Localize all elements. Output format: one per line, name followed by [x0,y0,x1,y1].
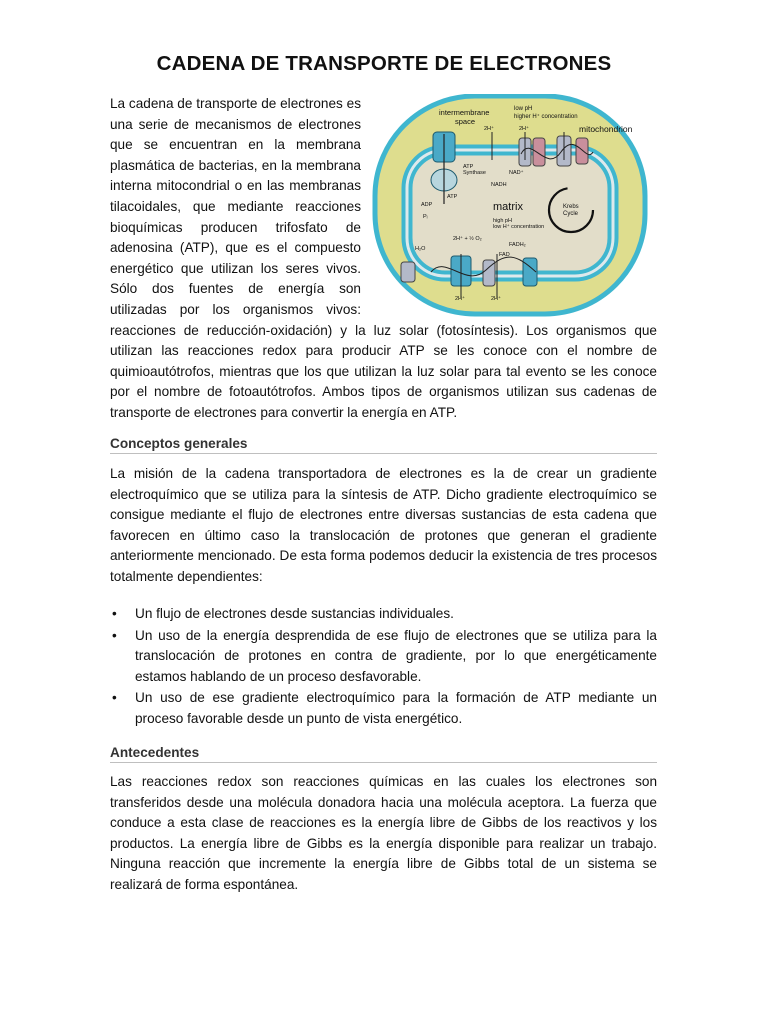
label-higher-h: higher H⁺ concentration [514,114,578,120]
bullet-icon: • [112,690,117,706]
label-space: space [455,117,476,126]
label-2h-2: 2H⁺ [519,126,529,132]
list-item-text: Un uso de la energía desprendida de ese flujo de electrones que se utiliza para la translocación de protones en contra de gradiente, por lo que energéticamente estamos hablando de un proceso desfavorable. [135,627,657,684]
label-fad: FAD [499,252,510,258]
label-nadh: NADH [491,182,507,188]
label-2h-1: 2H⁺ [484,126,494,132]
label-atp-synthase-2: Synthase [463,170,486,176]
complex-ii [576,138,588,164]
label-cycle: Cycle [563,211,579,217]
list-item [110,688,657,729]
section1-paragraph: La misión de la cadena transportadora de electrones es la de crear un gradiente electroquímico que se utiliza para la síntesis de ATP. Dicho gradiente electroquímico se consigue mediante el flujo de electrones entre diversas sustancias de esta cadena que favorecen en último caso la translocación de protones que generan el gradiente anteriormente mencionado. De esta forma podemos deducir la existencia de tres procesos totalmente dependientes: [110,466,657,584]
complex-iii [533,138,545,166]
label-matrix: matrix [493,201,523,213]
label-krebs: Krebs [563,204,579,210]
label-atp: ATP [447,194,458,200]
label-h2o: H₂O [415,246,426,252]
bullet-icon: • [112,606,117,621]
bullet-list [110,604,657,731]
list-item [110,626,657,688]
label-atp-synthase-1: ATP [463,164,474,170]
label-low-ph: low pH [514,106,533,112]
label-adp: ADP [421,202,433,208]
label-mitochondrion: mitochondrion [579,124,633,134]
label-low-h: low H⁺ concentration [493,224,545,230]
label-2h-4: 2H⁺ [491,296,501,302]
section-heading-conceptos: Conceptos generales [110,436,657,454]
section-heading-antecedentes: Antecedentes [110,745,657,763]
intro-paragraph: La cadena de transporte de electrones es una serie de mecanismos de electrones que se encuentran en la membrana plasmática de bacterias, en la membrana interna mitocondrial o en las membranas tilacoidales, que mediante reacciones bioquímicas producen trifosfato de adenosina (ATP), que es el compuesto energético que utilizan los seres vivos. Sólo dos fuentes de energía son utilizadas por los organismos vivos: reacciones de reducción-oxidación) y la luz solar (fotosíntesis). Los organismos que utilizan las reacciones redox para producir ATP se les conoce con el nombre de quimioautótrofos, mientras que los que utilizan la luz solar para tal evento se les conoce por el nombre de fotoautótrofos. Ambos tipos de organismos utilizan sus cadenas de transporte de electrones para convertir la energía en ATP. [110,96,657,420]
label-pi: Pᵢ [423,214,428,220]
complex-bottom-3 [523,258,537,286]
list-item-text: Un uso de ese gradiente electroquímico para la formación de ATP mediante un proceso favorable desde un punto de vista energético. [135,690,657,726]
intro-block [110,94,657,424]
mitochondrion-svg [371,94,657,318]
label-half-o2: 2H⁺ + ½ O₂ [453,236,482,242]
mitochondrion-diagram [371,94,657,318]
list-item [110,604,657,625]
complex-bottom-4 [401,262,415,282]
label-fadh2: FADH₂ [509,242,526,248]
list-item-text: Un flujo de electrones desde sustancias individuales. [135,606,454,621]
document-title: CADENA DE TRANSPORTE DE ELECTRONES [156,52,612,75]
label-2h-3: 2H⁺ [455,296,465,302]
label-nad: NAD⁺ [509,170,524,176]
label-high-ph: high pH [493,218,512,224]
bullet-icon: • [112,627,117,643]
label-intermembrane: intermembrane [439,108,490,117]
section2-paragraph: Las reacciones redox son reacciones químicas en las cuales los electrones son transferidos desde una molécula donadora hacia una molécula aceptora. La fuerza que conduce a esta clase de reacciones es la energía libre de Gibbs de los reactivos y los productos. La energía libre de Gibbs es la energía disponible para realizar un trabajo. Ninguna reacción que incremente la energía libre de Gibbs total de un sistema se realizará de forma espontánea. [110,774,657,892]
